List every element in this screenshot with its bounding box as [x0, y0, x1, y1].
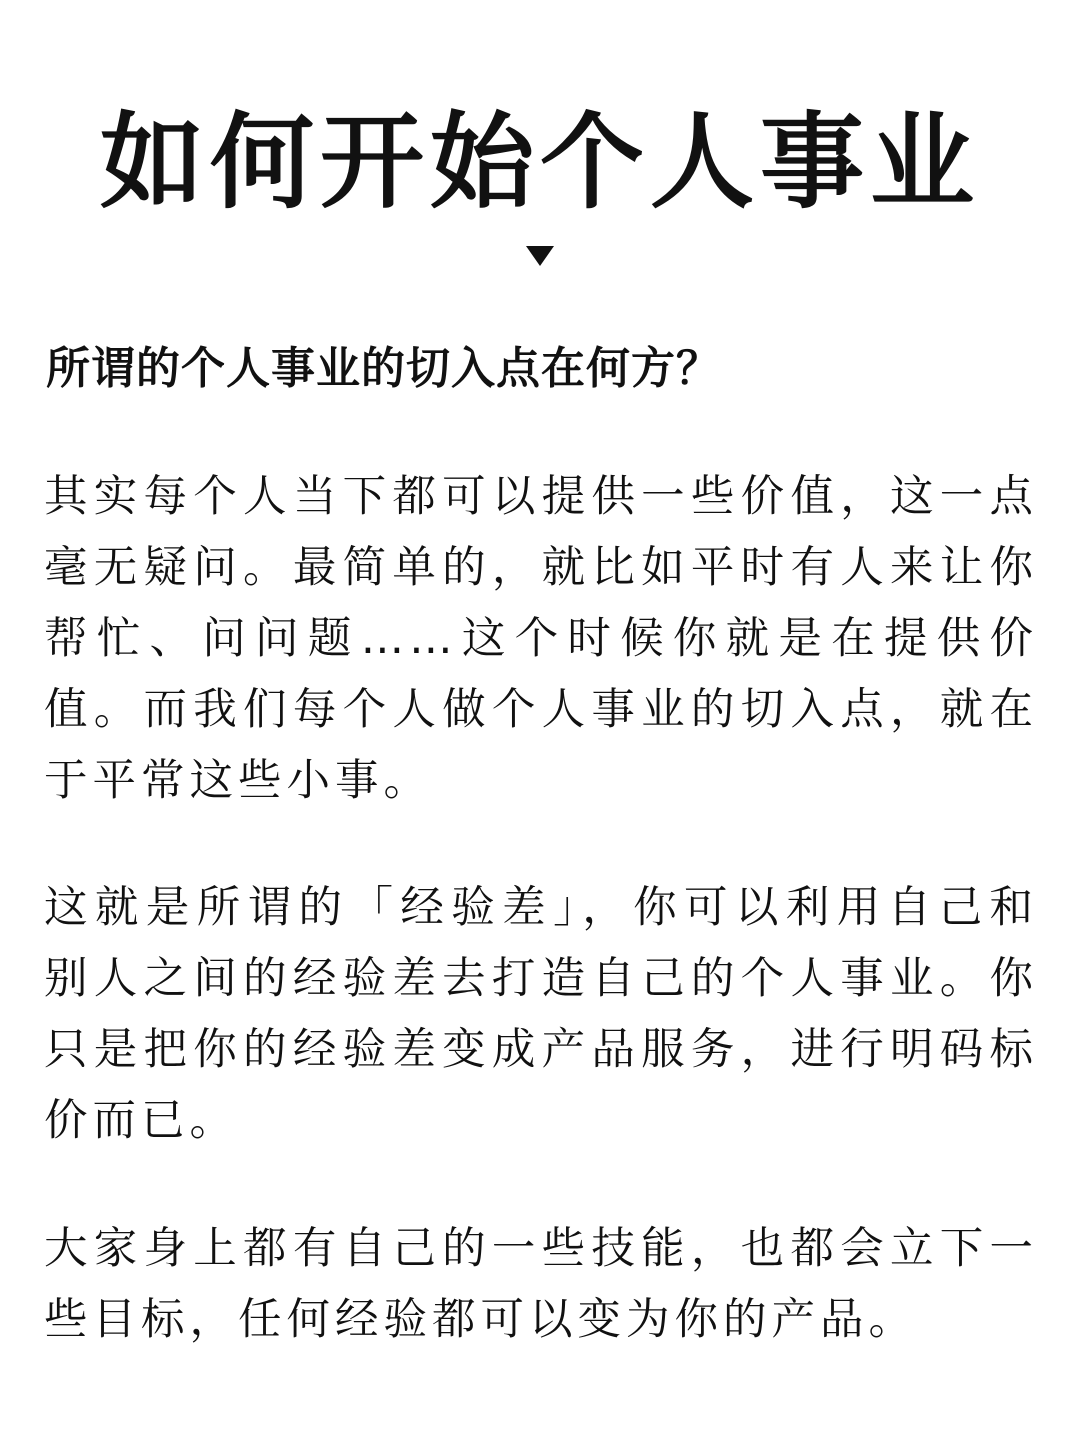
body-paragraph-2: 这就是所谓的「经验差」，你可以利用自己和别人之间的经验差去打造自己的个人事业。你只是把你的经验差变成产品服务，进行明码标价而已。 [44, 883, 1038, 1146]
triangle-down-icon [526, 246, 554, 266]
body-paragraph-3: 大家身上都有自己的一些技能，也都会立下一些目标，任何经验都可以变为你的产品。 [44, 1224, 1038, 1345]
section-heading: 所谓的个人事业的切入点在何方？ [46, 343, 721, 394]
body-paragraph-1: 其实每个人当下都可以提供一些价值，这一点毫无疑问。最简单的，就比如平时有人来让你帮忙、问问题……这个时候你就是在提供价值。而我们每个人做个人事业的切入点，就在于平常这些小事。 [44, 472, 1038, 806]
page-title: 如何开始个人事业 [99, 101, 980, 223]
